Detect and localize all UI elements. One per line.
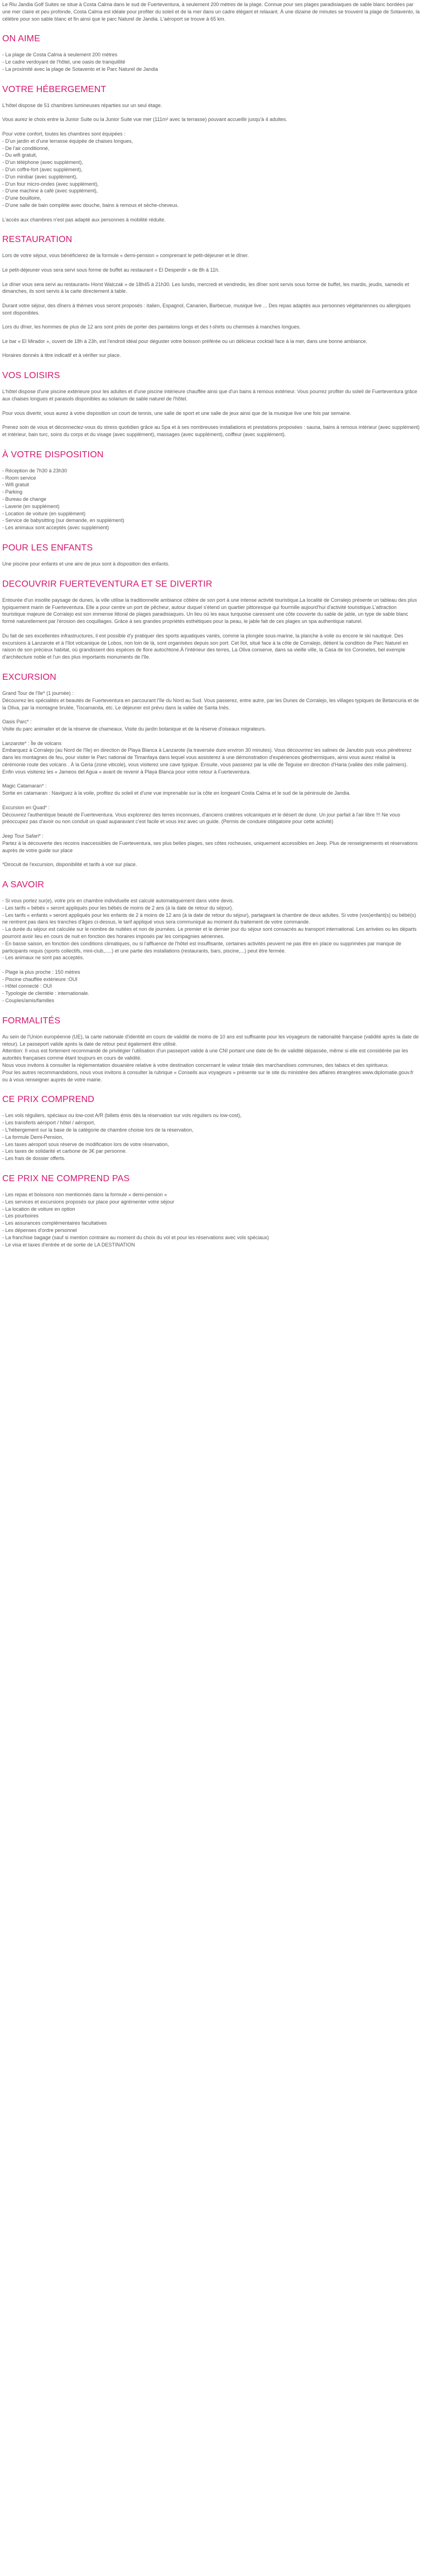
paragraph-gap — [2, 209, 420, 216]
paragraph-gap — [2, 711, 420, 718]
intro-paragraph: Le Riu Jandia Golf Suites se situe à Costa Calma dans le sud de Fuerteventura, à seulement 200 mètres de la plage. Connue pour ses plages paradisiaques de sable blanc bordées par une mer claire et peu profonde, Costa Calma est idéale pour profiter du soleil et de la mer dans un cadre élégant et relaxant. À une dizaine de minutes se trouvent la plage de Sotavento, la célèbre pour son sable blanc et fin ainsi que le parc Naturel de Jandia. L'aéroport se trouve à 65 km. — [2, 2, 420, 22]
section-paragraph: *Dirocuit de l'excursion, disponibilité et tarifs à voir sur place. — [2, 862, 137, 868]
section-title: ON AIME — [2, 34, 41, 44]
paragraph-gap — [2, 825, 420, 833]
spacer — [2, 359, 420, 370]
section-paragraph: L'accès aux chambres n'est pas adapté aux personnes à mobilité réduite. — [2, 216, 166, 223]
section — [2, 438, 420, 531]
paragraph-gap — [2, 733, 420, 740]
section — [2, 531, 420, 568]
section — [2, 359, 420, 438]
section-paragraph: Excursion en Quad* : Découvrez l'authentique beauté de Fuerteventura. Vous explorerez des terres inconnues, d'anciens cratères volcaniques et le désert de dune. Un jour parfait à l'air libre !!! Ne vous préoccupez pas d'avoir ou non conduit un quad auparavant c'est facile et vous irez avec un guide. (Permis de conduire obligatoire pour cette activité) — [2, 804, 401, 825]
section — [2, 1083, 420, 1162]
section-paragraph: Lors du dîner, les hommes de plus de 12 ans sont priés de porter des pantalons longs et des t-shirts ou chemises à manches longues. — [2, 324, 301, 330]
section-paragraph: Au sein de l'Union européenne (UE), la carte nationale d'identité en cours de validité de moins de 10 ans est suffisante pour les voyageurs de nationalité française (validité après la date de retour). Le passeport valide après la date de retour peut également être utilisé. Attention: Il vous est fortement recommandé de privilégier l'utilisation d'un passeport valide à une CNI portant une date de fin de validité dépassée, même si elle est considérée par les autorités françaises comme étant toujours en cours de validité. Nous vous invitons à consulter la réglementation douanière relative à votre destination concernant le valeur totale des marchandises communes, des tabacs et des spiritueux. Pour les autres recommandations, nous vous invitons à consulter la rubrique « Conseils aux voyageurs » présente sur le site du ministère des affaires étrangères www.diplomatie.gouv.fr ou à vous renseigner auprès de votre mairie. — [2, 1033, 419, 1082]
paragraph-gap — [2, 109, 420, 117]
section-paragraph: - Si vous portez sur(e), votre prix en chambre individuelle est calculé automatiquement dans votre devis. - Les tarifs « bébés » seront appliqués pour les bébés de moins de 2 ans (à la date de retour du séjour). - Les tarifs « enfants » seront appliqués pour les enfants de 2 à moins de 12 ans (à la date de retour du séjour), partageant la chambre de deux adultes. Si votre (vos)enfant(s) ou bébé(s) ne rentrent pas dans les tranches d'âges ci-dessus, le tarif appliqué vous sera communiqué au moment du traitement de votre commande. - La durée du séjour est calculée sur le nombre de nuitées et non de journées. Le premier et le dernier jour du séjour sont consacrés au transport international. Les arrivées ou les départs pourront avoir lieu en cours de nuit en fonction des horaires imposés par les compagnies aériennes. - En basse saison, en fonction des conditions climatiques, ou si l'affluence de l'hôtel est insuffisante, certaines activités peuvent ne pas être en place ou supprimées par manque de participants requis (sports collectifs, mini-club,.....) et une partie des installations (restaurants, bars, piscine,...) peut être fermée. - Les animaux ne sont pas acceptés. — [2, 897, 417, 961]
spacer — [2, 95, 420, 102]
section-paragraph: Grand Tour de l'île* (1 journée) : Découvrez les spécialités et beautés de Fuerteventura en parcourant l'île du Nord au Sud. Vous passerez, entre autre, par les Dunes de Corralejo, les villages typiques de Betancuria et de la Oliva, par la montagne brulée, Tiscamanita, etc. Le déjeuner est prévu dans la vallée de Santa Inés. — [2, 690, 419, 711]
section-title: CE PRIX COMPREND — [2, 1095, 94, 1105]
paragraph-gap — [2, 123, 420, 131]
section-paragraph: Le petit-déjeuner vous sera servi sous forme de buffet au restaurant « El Desperdir » de 8h à 11h. — [2, 267, 220, 273]
section — [2, 1004, 420, 1084]
section-paragraph: Lanzarote* : Île de volcans Embarquez à Corralejo (au Nord de l'île) en direction de Playa Blanca à Lanzarote (la traversée dure environ 30 minutes). Vous découvrirez les salines de Janubio puis vous pénétrerez dans les montagnes de feu, pour visiter le Parc national de Timanfaya dans lequel vous assisterez à une démonstration d'expériences géothermiques, ainsi vous aurez réalisé la cérémonie route des volcans . À la Geria (zone viticole), vous visiterez une cave typique. Ensuite, vous passerez par la ville de Teguise en direction d'Haria (vallée des mille palmiers). Enfin vous visiterez les « Jameos del Agua » avant de revenir à Playa Blanca pour votre retour à Fuerteventura. — [2, 740, 412, 775]
spacer — [2, 661, 420, 672]
spacer — [2, 1083, 420, 1094]
spacer — [2, 554, 420, 560]
paragraph-gap — [2, 776, 420, 783]
section-paragraph: Du fait de ses excellentes infrastructures, il est possible d'y pratiquer des sports aquatiques variés, comme la plongée sous-marine, la planche à voile ou encore le ski nautique. Des excursions à Lanzarote et à l'îlot volcanique de Lobos, non loin de là, sont organisées depuis son port. Cet îlot, situé face à la côte de Corralejo, détient la condition de Parc Naturel en raison de son précieux habitat, où grandissent des espèces de flore autochtone.À l'intérieur des terres, La Oliva conserve, dans sa vieille ville, la Casa de los Coroneles, bel exemple d'architecture noble et l'un des plus importants monuments de l'île. — [2, 632, 408, 660]
section-title: FORMALITÉS — [2, 1016, 61, 1026]
paragraph-gap — [2, 331, 420, 338]
spacer — [2, 1105, 420, 1112]
spacer — [2, 1162, 420, 1173]
paragraph-gap — [2, 797, 420, 804]
paragraph-gap — [2, 317, 420, 324]
spacer — [2, 1185, 420, 1191]
spacer — [2, 568, 420, 579]
paragraph-gap — [2, 417, 420, 424]
section-paragraph: Jeep Tour Safari* : Partez à la découverte des recoins inaccessibles de Fuerteventura, ses plus belles plages, ses côtes rocheuses, uniquement accessibles en Jeep. Plus de renseignements et réservations auprès de votre guide sur place — [2, 833, 418, 853]
section — [2, 568, 420, 661]
spacer — [2, 461, 420, 467]
spacer — [2, 1004, 420, 1016]
spacer — [2, 590, 420, 597]
section-paragraph: Vous aurez le choix entre la Junior Suite ou la Junior Suite vue mer (111m² avec la terrasse) pouvant accueillir jusqu'à 4 adultes. — [2, 117, 287, 123]
spacer — [2, 1027, 420, 1033]
paragraph-gap — [2, 345, 420, 352]
section-title: À VOTRE DISPOSITION — [2, 450, 104, 460]
section-paragraph: Le dîner vous sera servi au restaurant« Horst Walczak » de 18h45 à 21h30. Les lundis, mercredi et vendredis, les dîner sont servis sous forme de buffet, les mardis, jeudis, samedis et dimanches, ils sont servis à la carte directement à table. — [2, 281, 409, 294]
section-paragraph: L'hôtel dispose de 51 chambres lumineuses réparties sur un seul étage. — [2, 102, 162, 108]
section-paragraph: Pour votre confort, toutes les chambres sont équipées : - D'un jardin et d'une terrasse équipée de chaises longues, - De l'air conditionné, - Du wifi gratuit, - D'un téléphone (avec supplément), - D'un coffre-fort (avec supplément), - D'un minibar (avec supplément), - D'un four micro-ondes (avec supplément), - D'une machine à café (avec supplément), - D'une bouilloire, - D'une salle de bain complète avec douche, bains à remous et sèche-cheveux. — [2, 131, 179, 208]
section — [2, 868, 420, 1004]
section-paragraph: - La plage de Costa Calma à seulement 200 mètres - Le cadre verdoyant de l'hôtel, une oasis de tranquillité - La proximité avec la plage de Sotavento et le Parc Naturel de Jandia — [2, 52, 158, 72]
section — [2, 1162, 420, 1248]
spacer — [2, 22, 420, 33]
section-paragraph: L'hôtel dispose d'une piscine extérieure pour les adultes et d'une piscine intérieure chauffée ainsi que d'un bains à remous extérieur. Vous pourrez profiter du soleil de Fuerteventura grâce aux chaises longues et parasols disponibles au solarium de sable naturel de l'hôtel. — [2, 389, 417, 402]
section-title: EXCURSION — [2, 673, 56, 682]
section — [2, 73, 420, 224]
page — [0, 0, 423, 1248]
spacer — [2, 245, 420, 252]
paragraph-gap — [2, 274, 420, 281]
spacer — [2, 438, 420, 450]
paragraph-gap — [2, 259, 420, 267]
section-paragraph: - Les vols réguliers, spéciaux ou low-cost A/R (billets émis dès la réservation sur vols réguliers ou low-cost), - Les transferts aéroport / hôtel / aéroport, - L'hébergement sur la base de la catégorie de chambre choisie lors de la réservation, - La formule Demi-Pension, - Les taxes aéroport sous réserve de modification lors de votre réservation, - Les taxes de solidarité et carbone de 3€ par personne. - Les frais de dossier offerts. — [2, 1113, 242, 1162]
section-title: A SAVOIR — [2, 879, 45, 890]
paragraph-gap — [2, 961, 420, 969]
section — [2, 22, 420, 73]
section-title: POUR LES ENFANTS — [2, 543, 93, 553]
spacer — [2, 73, 420, 84]
section-title: DECOUVRIR FUERTEVENTURA ET SE DIVERTIR — [2, 579, 213, 589]
spacer — [2, 381, 420, 388]
section-title: VOTRE HÉBERGEMENT — [2, 84, 107, 94]
section — [2, 661, 420, 868]
section — [2, 223, 420, 359]
paragraph-gap — [2, 625, 420, 632]
spacer — [2, 45, 420, 51]
intro — [2, 1, 420, 22]
spacer — [2, 868, 420, 879]
section-paragraph: Lors de votre séjour, vous bénéficierez de la formule « demi-pension » comprenant le petit-déjeuner et le dîner. — [2, 253, 249, 259]
section-paragraph: Prenez soin de vous et déconnectez-vous du stress quotidien grâce au Spa et à ses nombreuses installations et prestations proposées : sauna, bains à remous intérieur (avec supplément) et intérieur, bain turc, soins du corps et du visage (avec supplément), massages (avec supplément), coiffeur (avec supplément). — [2, 424, 420, 438]
section-paragraph: Pour vous divertir, vous aurez à votre disposition un court de tennis, une salle de sport et une salle de jeux ainsi que de la musique live une fois par semaine. — [2, 410, 352, 416]
sections — [2, 22, 420, 1248]
section-title: VOS LOISIRS — [2, 371, 60, 381]
paragraph-gap — [2, 854, 420, 861]
section-paragraph: Une piscine pour enfants et une aire de jeux sont à disposition des enfants. — [2, 561, 170, 567]
section-paragraph: Oasis Parc* : Visite du parc animalier et de la réserve de chameaux. Visite du jardin botanique et de la réserve d'oiseaux migrateurs. — [2, 719, 266, 732]
section-paragraph: Le bar « El Mirador », ouvert de 18h à 23h, est l'endroit idéal pour déguster votre boisson préférée ou un délicieux cocktail face à la mer, dans une bonne ambiance. — [2, 338, 368, 344]
section-paragraph: Durant votre séjour, des dîners à thèmes vous seront proposés : italien, Espagnol, Canarien, Barbecue, musique live ... Des repas adaptés aux personnes végétariennes ou allergiques sont disponibles. — [2, 302, 411, 316]
section-paragraph: - Plage la plus proche : 150 mètres - Piscine chauffée extérieure :OUI - Hôtel connecté : OUI - Typologie de clientèle : internationale. - Couples/amis/familles — [2, 969, 89, 1004]
section-paragraph: - Les repas et boissons non mentionnés dans la formule « demi-pension » - Les services et excursions proposés sur place pour agrémenter votre séjour - La location de voiture en option - Les pourboires - Les assurances complémentaires facultatives - Les dépenses d'ordre personnel - La franchise bagage (sauf si mention contraire au moment du choix du vol et pour les réservations avec vols spéciaux) - Le visa et taxes d'entrée et de sortie de LA DESTINATION — [2, 1192, 269, 1248]
section-paragraph: Entourée d'un insolite paysage de dunes, la ville utilise la traditionnelle ambiance côtière de son port à une intense activité touristique.La localité de Corralejo présente un tableau des plus typiquement marin de Fuerteventura. Elle a pour centre un port de pêcheur, autour duquel s'étend un quartier pittoresque qui fourmille aujourd'hui d'activité touristique.L'attraction touristique majeure de Corralejo est son immense littoral de plages paradisiaques. Un lieu où les eaux turquoise caressent une côte couverte du sable de jable, un type de sable blanc formé naturellement par l'érosion des coquillages. Grâce à ses grandes propriétés esthétiques pour la peau, le jable fait de ces plages un spa authentique naturel. — [2, 597, 417, 625]
paragraph-gap — [2, 403, 420, 410]
section-paragraph: Magic Catamaran* : Sortie en catamaran : Naviguez à la voile, profitez du soleil et d'une vue imprenable sur la côte en longeant Costa Calma et le sud de la péninsule de Jandia. — [2, 783, 351, 796]
spacer — [2, 223, 420, 234]
spacer — [2, 531, 420, 543]
spacer — [2, 683, 420, 690]
section-paragraph: Horaires donnés à titre indicatif et à vérifier sur place. — [2, 352, 121, 359]
spacer — [2, 891, 420, 897]
section-title: RESTAURATION — [2, 235, 73, 245]
section-paragraph: - Réception de 7h30 à 23h30 - Room service - Wifi gratuit - Parking - Bureau de change - Laverie (en supplément) - Location de voiture (en supplément) - Service de babysitting (sur demande, en supplément) - Les animaux sont acceptés (avec supplément) — [2, 467, 124, 531]
section-title: CE PRIX NE COMPREND PAS — [2, 1174, 130, 1184]
paragraph-gap — [2, 295, 420, 302]
